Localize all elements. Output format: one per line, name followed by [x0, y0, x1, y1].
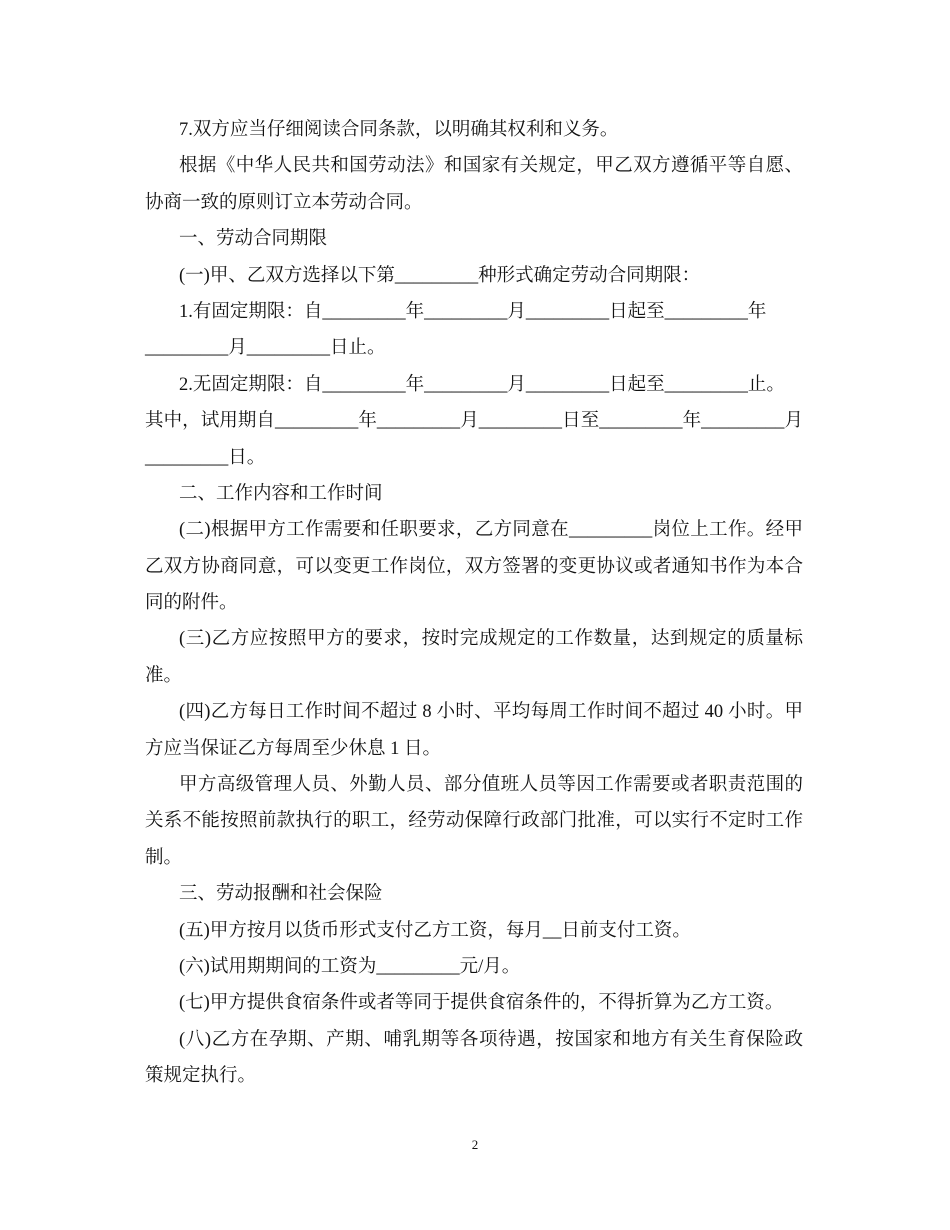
- section-heading-work-content: [145, 476, 803, 512]
- text-line: 2.无固定期限：自_________年_________月_________日起至_________止。: [179, 374, 785, 395]
- text-line: 乙双方协商同意，可以变更工作岗位，双方签署的变更协议或者通知书作为本合: [145, 556, 803, 577]
- text-line: 1.有固定期限：自_________年_________月_________日起至_________年: [179, 301, 767, 322]
- document-body: [145, 112, 803, 1095]
- section-heading: 二、工作内容和工作时间: [179, 483, 383, 504]
- text-line: _________月_________日止。: [145, 338, 386, 359]
- text-line: (四)乙方每日工作时间不超过 8 小时、平均每周工作时间不超过 40 小时。甲: [179, 702, 803, 723]
- paragraph-clause-7: [145, 112, 803, 148]
- section-heading-contract-term: [145, 221, 803, 257]
- text-line: 同的附件。: [145, 593, 238, 614]
- text-line: 甲方高级管理人员、外勤人员、部分值班人员等因工作需要或者职责范围的: [179, 775, 803, 796]
- text-line: 策规定执行。: [145, 1066, 257, 1087]
- text-line: (一)甲、乙双方选择以下第_________种形式确定劳动合同期限：: [179, 265, 701, 286]
- section-heading-remuneration: [145, 876, 803, 912]
- text-line: (二)根据甲方工作需要和任职要求，乙方同意在_________岗位上工作。经甲: [179, 520, 803, 541]
- text-line: (五)甲方按月以货币形式支付乙方工资，每月__日前支付工资。: [179, 920, 691, 941]
- text-line: 其中，试用期自_________年_________月_________日至_________年_________月: [145, 411, 803, 432]
- paragraph-preamble: [145, 148, 803, 221]
- text-line: (八)乙方在孕期、产期、哺乳期等各项待遇，按国家和地方有关生育保险政: [179, 1029, 803, 1050]
- paragraph-fixed-term: [145, 294, 803, 367]
- section-heading: 一、劳动合同期限: [179, 229, 328, 250]
- paragraph-clause-4: [145, 694, 803, 767]
- paragraph-clause-5: [145, 913, 803, 949]
- text-line: 方应当保证乙方每周至少休息 1 日。: [145, 738, 442, 759]
- text-line: (六)试用期期间的工资为_________元/月。: [179, 956, 521, 977]
- paragraph-clause-7-board: [145, 985, 803, 1021]
- text-line: 7.双方应当仔细阅读合同条款，以明确其权利和义务。: [179, 120, 619, 140]
- text-line: 准。: [145, 665, 183, 686]
- paragraph-clause-6: [145, 949, 803, 985]
- text-line: _________日。: [145, 447, 266, 468]
- text-line: 制。: [145, 847, 183, 868]
- text-line: 关系不能按照前款执行的职工，经劳动保障行政部门批准，可以实行不定时工作: [145, 811, 803, 832]
- section-heading: 三、劳动报酬和社会保险: [179, 884, 383, 905]
- page-number: 2: [471, 1137, 479, 1152]
- text-line: (七)甲方提供食宿条件或者等同于提供食宿条件的，不得折算为乙方工资。: [179, 993, 784, 1014]
- paragraph-clause-2: [145, 512, 803, 621]
- paragraph-clause-3: [145, 621, 803, 694]
- text-line: 根据《中华人民共和国劳动法》和国家有关规定，甲乙双方遵循平等自愿、: [179, 156, 803, 177]
- paragraph-term-choice: [145, 258, 803, 294]
- paragraph-open-term: [145, 367, 803, 476]
- paragraph-clause-8: [145, 1022, 803, 1095]
- text-line: 协商一致的原则订立本劳动合同。: [145, 192, 423, 213]
- text-line: (三)乙方应按照甲方的要求，按时完成规定的工作数量，达到规定的质量标: [179, 629, 803, 650]
- paragraph-flexible-hours: [145, 767, 803, 876]
